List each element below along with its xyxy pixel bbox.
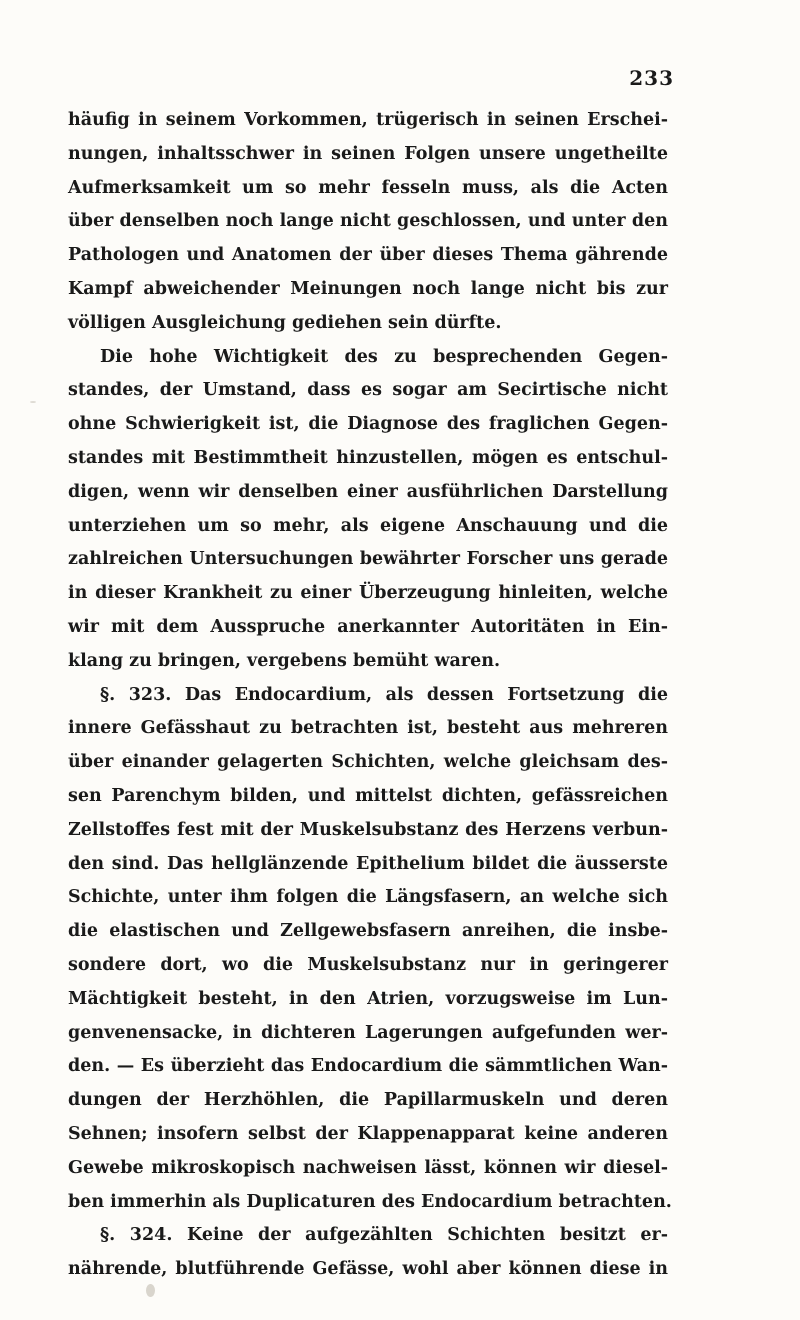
- text-line: unterziehen um so mehr, als eigene Anschauung und die: [68, 515, 668, 536]
- paragraph: [68, 1219, 668, 1287]
- text-line: in dieser Krankheit zu einer Überzeugung hinleiten, welche: [68, 583, 668, 604]
- text-line: innere Gefässhaut zu betrachten ist, besteht aus mehreren: [68, 718, 668, 739]
- text-line: Pathologen und Anatomen der über dieses Thema gährende: [68, 245, 668, 266]
- text-line: die elastischen und Zellgewebsfasern anreihen, die insbe-: [68, 921, 668, 942]
- text-line: völligen Ausgleichung gediehen sein dürfte.: [68, 312, 502, 333]
- text-line: Mächtigkeit besteht, in den Atrien, vorzugsweise im Lun-: [68, 988, 668, 1009]
- text-line: ohne Schwierigkeit ist, die Diagnose des fraglichen Gegen-: [68, 414, 668, 435]
- text-line: dungen der Herzhöhlen, die Papillarmuskeln und deren: [68, 1090, 668, 1111]
- paper-blemish: [146, 1284, 155, 1297]
- text-line: nungen, inhaltsschwer in seinen Folgen unsere ungetheilte: [68, 143, 668, 164]
- text-line: genvenensacke, in dichteren Lagerungen aufgefunden wer-: [68, 1022, 668, 1043]
- text-line: Die hohe Wichtigkeit des zu besprechenden Gegen-: [100, 346, 668, 367]
- body-text: [68, 104, 672, 1287]
- text-line: klang zu bringen, vergebens bemüht waren.: [68, 650, 501, 671]
- section-line: §. 324. Keine der aufgezählten Schichten besitzt er-: [100, 1225, 668, 1246]
- paragraph: [68, 679, 672, 1220]
- text-line: standes mit Bestimmtheit hinzustellen, mögen es entschul-: [68, 447, 668, 468]
- text-line: über einander gelagerten Schichten, welche gleichsam des-: [68, 752, 668, 773]
- text-line: Kampf abweichender Meinungen noch lange nicht bis zur: [68, 278, 668, 299]
- text-line: den sind. Das hellglänzende Epithelium bildet die äusserste: [68, 853, 668, 874]
- text-line: standes, der Umstand, dass es sogar am Secirtische nicht: [68, 380, 668, 401]
- section-line: §. 323. Das Endocardium, als dessen Fortsetzung die: [100, 684, 668, 705]
- text-line: Zellstoffes fest mit der Muskelsubstanz des Herzens verbun-: [68, 819, 668, 840]
- text-line: Schichte, unter ihm folgen die Längsfasern, an welche sich: [68, 887, 668, 908]
- text-line: digen, wenn wir denselben einer ausführlichen Darstellung: [68, 481, 668, 502]
- paper-blemish: [30, 401, 36, 403]
- text-line: ben immerhin als Duplicaturen des Endocardium betrachten.: [68, 1191, 672, 1212]
- text-line: Gewebe mikroskopisch nachweisen lässt, können wir diesel-: [68, 1157, 668, 1178]
- text-line: sondere dort, wo die Muskelsubstanz nur in geringerer: [68, 954, 668, 975]
- text-line: über denselben noch lange nicht geschlossen, und unter den: [68, 211, 668, 232]
- text-line: sen Parenchym bilden, und mittelst dichten, gefässreichen: [68, 785, 668, 806]
- paragraph: [68, 341, 668, 679]
- text-line: häufig in seinem Vorkommen, trügerisch in seinen Erschei-: [68, 110, 668, 130]
- text-line: Sehnen; insofern selbst der Klappenapparat keine anderen: [68, 1123, 668, 1144]
- text-line: nährende, blutführende Gefässe, wohl aber können diese in: [68, 1259, 668, 1280]
- page-number: 233: [629, 66, 674, 90]
- paragraph: [68, 104, 668, 341]
- text-line: den. — Es überzieht das Endocardium die sämmtlichen Wan-: [68, 1056, 668, 1077]
- text-line: zahlreichen Untersuchungen bewährter Forscher uns gerade: [68, 549, 668, 570]
- text-line: wir mit dem Ausspruche anerkannter Autoritäten in Ein-: [68, 616, 668, 637]
- text-line: Aufmerksamkeit um so mehr fesseln muss, als die Acten: [68, 177, 668, 198]
